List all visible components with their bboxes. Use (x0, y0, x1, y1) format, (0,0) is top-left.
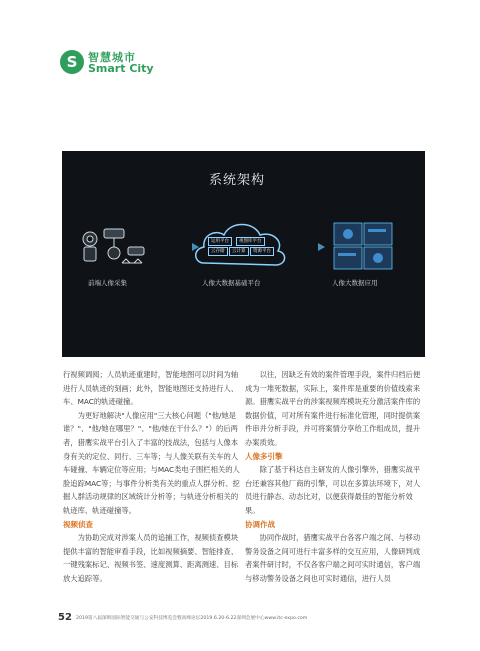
caption-front-end-capture: 前端人像采集 (88, 279, 127, 287)
cloud-box-2: 视图库平台 (236, 237, 265, 246)
cloud-box-1: 运用平台 (208, 237, 232, 246)
left-paragraph-1: 行视频调阅；人员轨迹重建时，智能地图可以时间为轴进行人员轨迹的刻画；此外，智能地图还支持进行人、车、MAC的轨迹碰撞。 (63, 370, 239, 407)
footer-text: 2019第八届深圳国际智能交通与公安科技博览会暨高峰论坛2019.6.20-6.22深圳会展中心www.itc-expo.com (76, 616, 308, 621)
left-paragraph-3: 为协助完成对涉案人员的追捕工作，视频侦查模块提供丰富的智能审看手段，比如视频摘要、智能排查、一键残案标记、视频书签、速度测算、距离测速、目标放大追踪等。 (63, 533, 239, 583)
section-heading-coordinated-ops: 协调作战 (245, 519, 275, 529)
cloud-box-3: 云存储 (208, 247, 228, 256)
caption-big-data-application: 人像大数据应用 (332, 279, 378, 287)
section-heading-multi-engine: 人像多引擎 (245, 451, 283, 461)
section-title-cn: 智慧城市 (88, 51, 136, 64)
right-paragraph-3: 协同作战时，猎鹰实战平台各客户端之间、与移动警务设备之间可进行丰富多样的交互应用，人像研判成者案件研讨时，不仅各客户端之间可实时通信，客户端与移动警务设备之间也可实时通信，进行人员 (245, 533, 421, 583)
left-paragraph-2: 为更好地解决"人像应用"三大核心问题（"他/她是谁？"、"他/她在哪里？"、"他/她在干什么？"）的后两者，猎鹰实战平台引入了丰富的技战法，包括与人像本身有关的定位、同行、三车等；与人像关联有关车的人车碰撞、车辆定位等应用；与MAC类电子围栏相关的人脸追踪MAC等；与事件分析类有关的重点人群分析、挖掘人群活动规律的区域统计分析等；与轨迹分析相关的轨迹库、轨迹碰撞等。 (63, 410, 240, 515)
figure-title: 系统架构 (209, 173, 266, 188)
right-paragraph-2: 除了基于科达自主研发的人像引擎外，猎鹰实战平台还兼容其他厂商的引擎，可以在多算法环境下，对人员进行静态、动态比对，以便获得最佳的智能分析效果。 (245, 465, 421, 515)
caption-big-data-platform: 人像大数据基础平台 (202, 279, 261, 287)
left-column (63, 368, 241, 586)
right-column (245, 368, 423, 586)
system-architecture-figure (62, 151, 425, 357)
monitor-screens-icon (334, 223, 392, 269)
section-title-en: Smart City (88, 62, 154, 75)
cloud-box-5: 资源平台 (250, 247, 274, 256)
page-number: 52 (58, 612, 72, 623)
smart-city-logo (60, 50, 84, 74)
cloud-box-4: 云计算 (229, 247, 249, 256)
logo-letter: S (66, 52, 78, 71)
section-heading-video-investigation: 视频侦查 (63, 519, 93, 529)
right-paragraph-1: 以往，因缺乏有效的案件管理手段，案件归档后便成为一堆死数据，实际上，案件库是重要的价值线索来源。猎鹰实战平台的涉案视频库模块充分激活案件库的数据价值，可对所有案件进行标准化管理，同时提供案件串并分析手段，并可将案情分享给工作组成员，提升办案质效。 (245, 370, 421, 447)
camera-devices-icon (83, 229, 144, 263)
